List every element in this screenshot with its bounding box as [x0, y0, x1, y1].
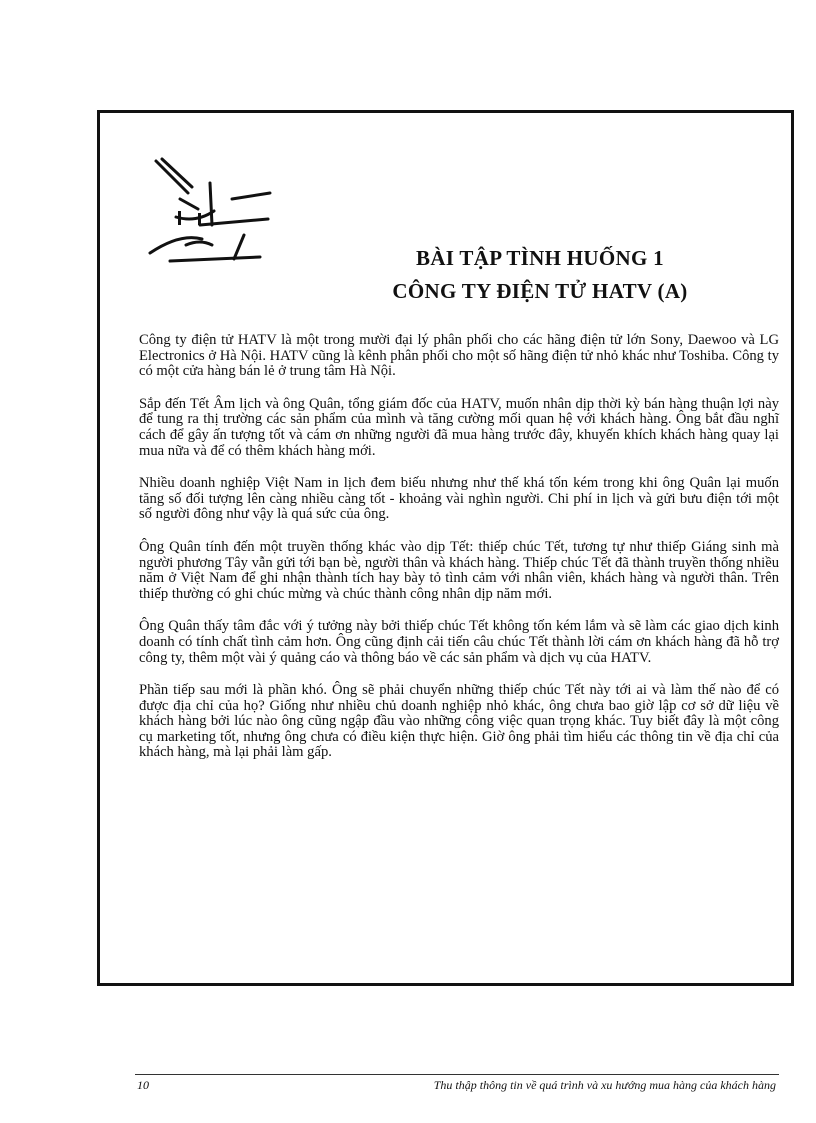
- running-title: Thu thập thông tin về quá trình và xu hướng mua hàng của khách hàng: [433, 1078, 776, 1092]
- footer-divider: [135, 1074, 779, 1075]
- paragraph-5: Ông Quân thấy tâm đắc với ý tưởng này bởi thiếp chúc Tết không tốn kém lắm và sẽ làm các giao dịch kinh doanh có tính chất tình cảm hơn. Ông cũng định cải tiến câu chúc Tết thành lời cám ơn khách hàng đã hỗ trợ công ty, thêm một vài ý quảng cáo và thông báo về các sản phẩm và dịch vụ của HATV.: [139, 618, 779, 666]
- paragraph-3: Nhiều doanh nghiệp Việt Nam in lịch đem biếu nhưng như thế khá tốn kém trong khi ông Quân lại muốn tăng số đối tượng lên càng nhiều càng tốt - khoảng vài nghìn người. Chi phí in lịch và gửi bưu điện tới một số người đông như vậy là quá sức của ông.: [139, 475, 779, 523]
- paragraph-2: Sắp đến Tết Âm lịch và ông Quân, tổng giám đốc của HATV, muốn nhân dịp thời kỳ bán hàng thuận lợi này để tung ra thị trường các sản phẩm của mình và tăng cường mối quan hệ với khách hàng. Ông bắt đầu nghĩ cách để gây ấn tượng tốt và cám ơn những người đã mua hàng trước đây, khuyến khích khách hàng quay lại mua nữa và để có thêm khách hàng mới.: [139, 395, 779, 459]
- paragraph-4: Ông Quân tính đến một truyền thống khác vào dịp Tết: thiếp chúc Tết, tương tự như thiếp Giáng sinh mà người phương Tây vẫn gửi tới bạn bè, người thân và khách hàng. Thiếp chúc Tết đã thành truyền thống nhiều năm ở Việt Nam để ghi nhận thành tích hay bày tỏ tình cảm với nhân viên, khách hàng và người thân. Trên thiếp thường có ghi chúc mừng và chúc thành công nhân dịp năm mới.: [139, 538, 779, 602]
- case-title: BÀI TẬP TÌNH HUỐNG 1: [416, 246, 664, 270]
- case-study-box: [97, 110, 794, 986]
- page-number: 10: [137, 1078, 149, 1092]
- paragraph-6: Phần tiếp sau mới là phần khó. Ông sẽ phải chuyển những thiếp chúc Tết này tới ai và làm thế nào để có được địa chỉ của họ? Giống như nhiều chủ doanh nghiệp nhỏ khác, ông chưa bao giờ lập cơ sở dữ liệu về khách hàng bởi lúc nào ông cũng ngập đầu vào những công việc quan trọng khác. Tuy biết đây là một công cụ marketing tốt, nhưng ông chưa có điều kiện thực hiện. Giờ ông phải tìm hiểu các thông tin về địa chỉ của khách hàng, mà lại phải làm gấp.: [139, 682, 779, 761]
- case-body: [139, 333, 779, 778]
- paragraph-1: Công ty điện tử HATV là một trong mười đại lý phân phối cho các hãng điện tử lớn Sony, Daewoo và LG Electronics ở Hà Nội. HATV cũng là kênh phân phối cho một số hãng điện tử nhỏ khác như Toshiba. Công ty có một cửa hàng bán lẻ ở trung tâm Hà Nội.: [139, 332, 779, 380]
- case-subtitle: CÔNG TY ĐIỆN TỬ HATV (A): [392, 279, 688, 303]
- writing-hand-icon: [140, 153, 290, 273]
